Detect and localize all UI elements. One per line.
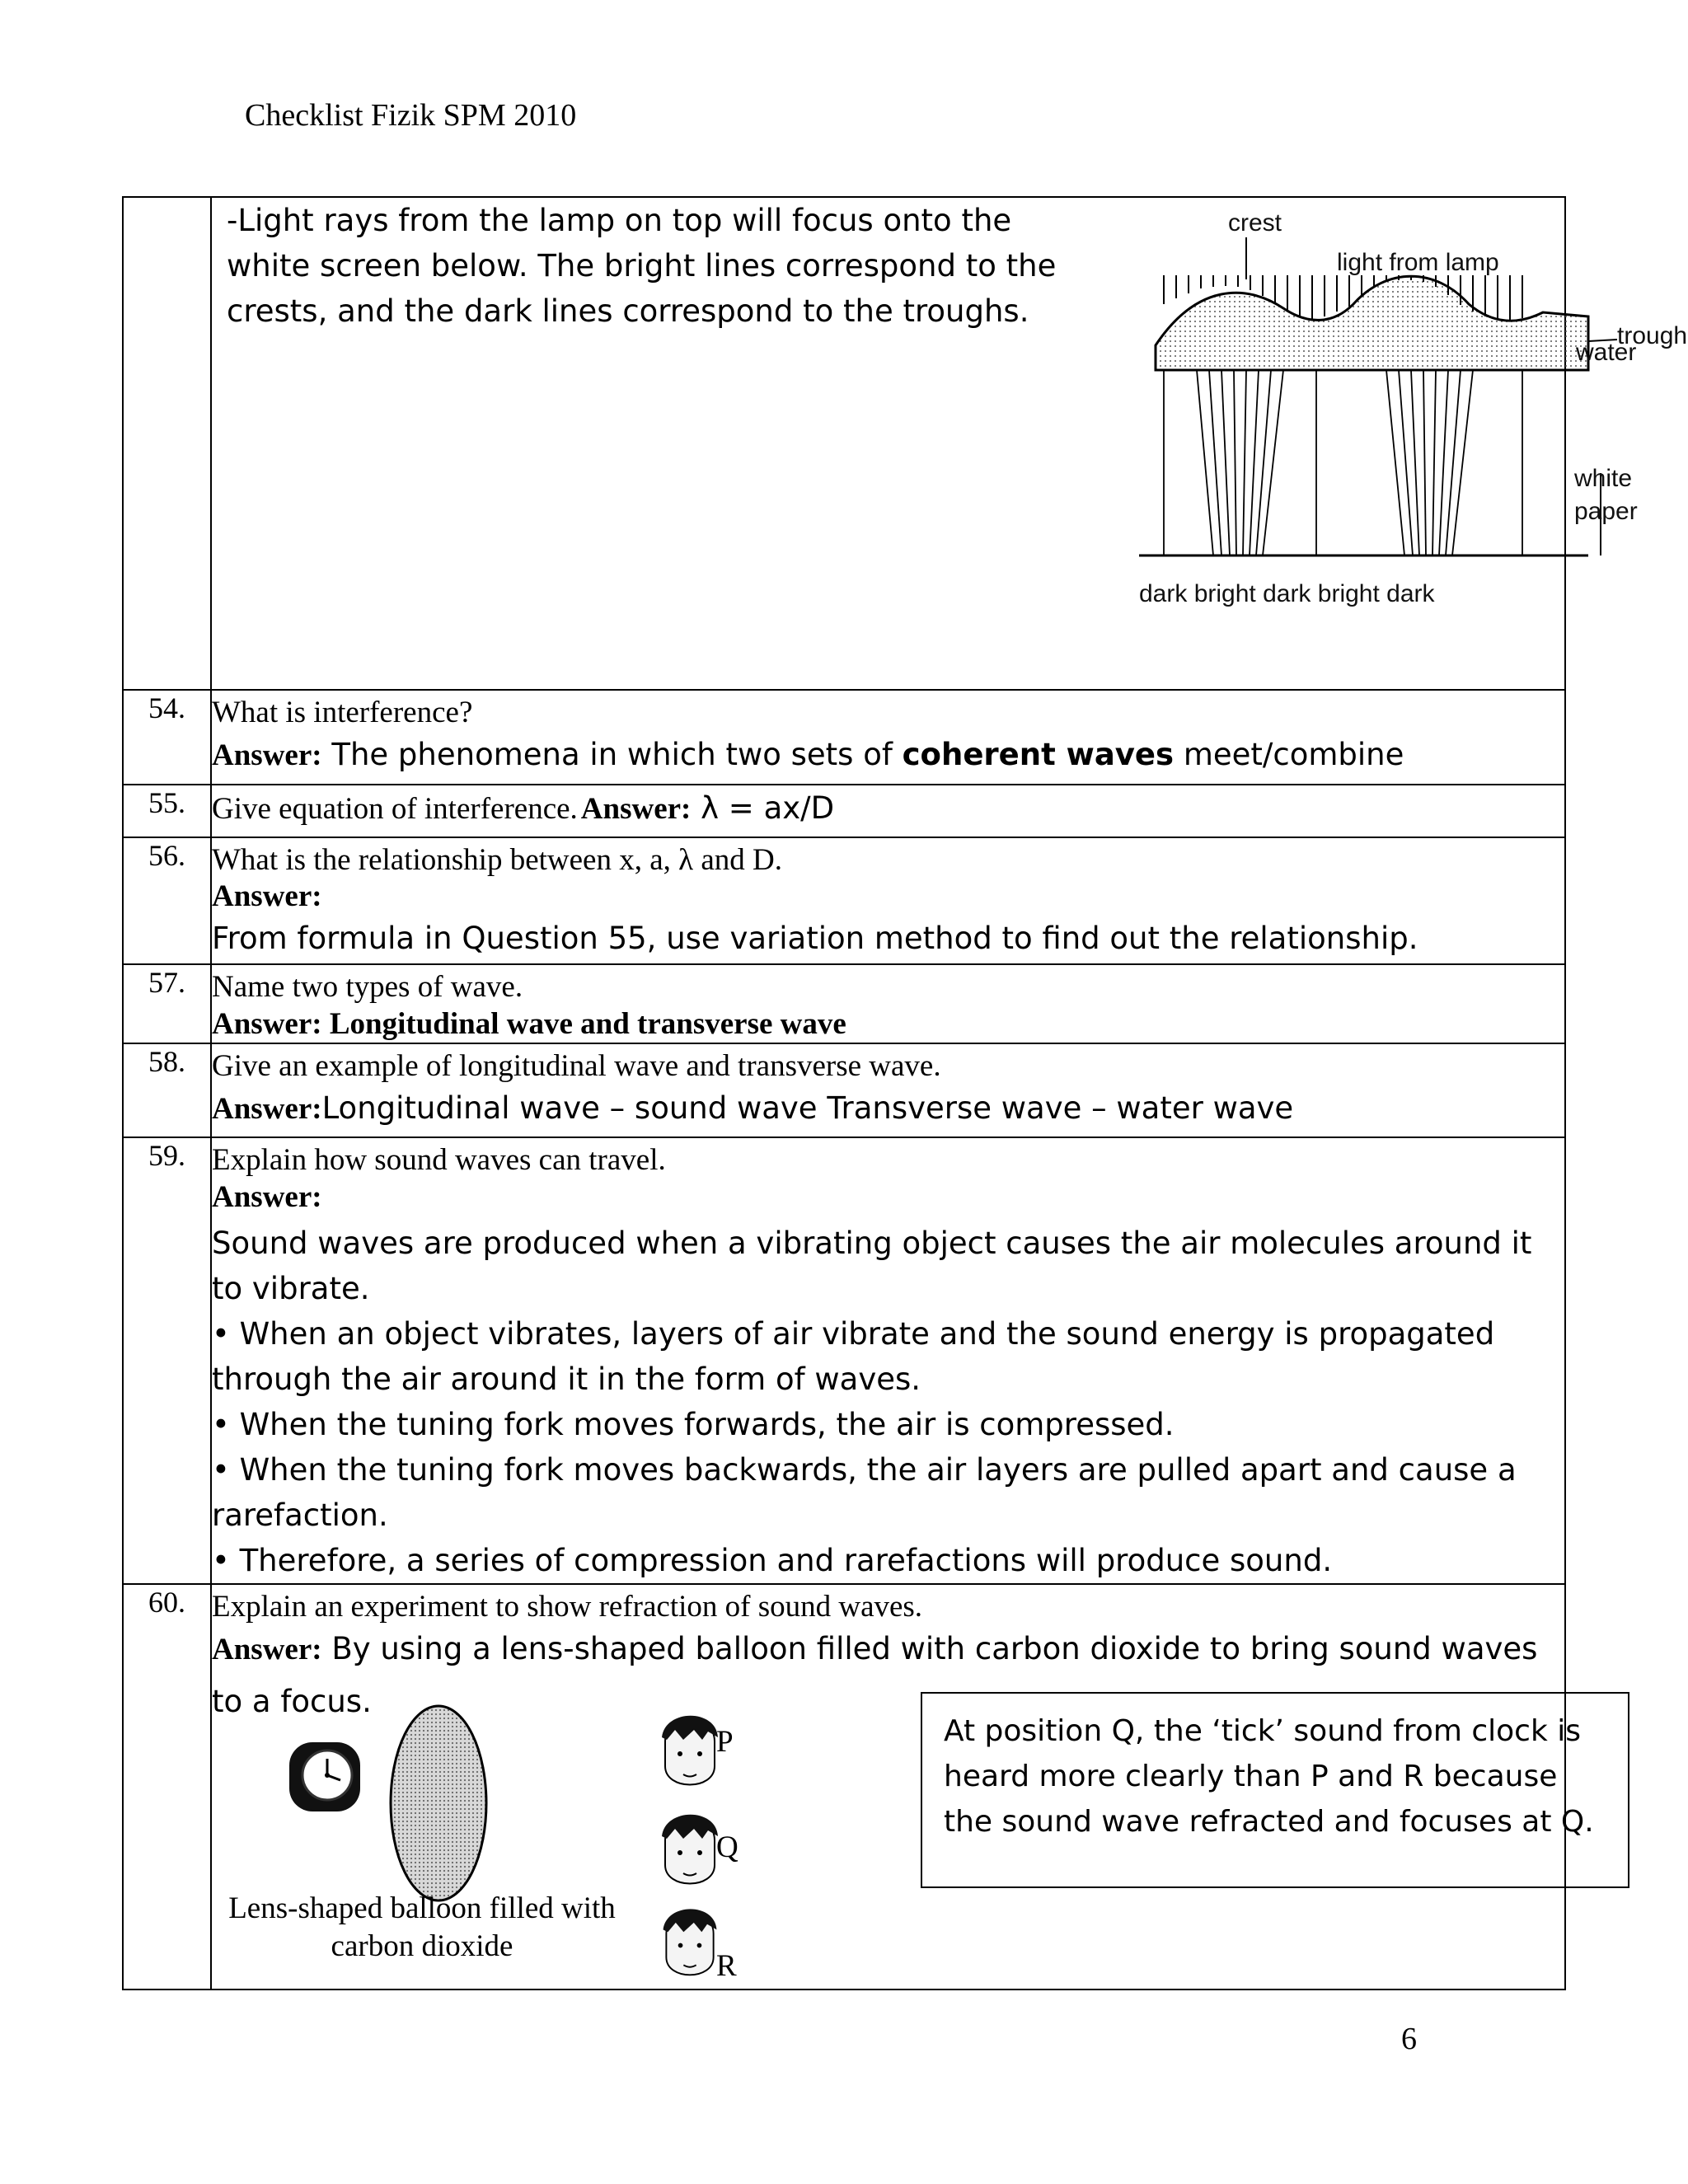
table-row xyxy=(123,690,1565,785)
answer-text: From formula in Question 55, use variation method to find out the relationship. xyxy=(212,921,1418,956)
answer-label: Answer: xyxy=(212,1092,322,1126)
answer-line: • When an object vibrates, layers of air vibrate and the sound energy is propagated through the air around it in the form of waves. xyxy=(212,1316,1495,1397)
row-content xyxy=(211,964,1565,1043)
answer-text: λ = ax/D xyxy=(691,790,835,826)
lens-balloon xyxy=(385,1700,492,1906)
position-p-label: P xyxy=(716,1725,734,1759)
answer-label: Answer: xyxy=(212,1180,322,1214)
crest-label: crest xyxy=(1228,209,1282,237)
answer-text: By using a lens-shaped balloon filled with carbon dioxide to bring sound waves to a focus. xyxy=(212,1631,1538,1719)
row-number xyxy=(123,197,211,690)
listener-r-icon xyxy=(657,1902,723,1989)
ripple-cell xyxy=(211,197,1688,690)
row-number: 56. xyxy=(123,837,211,964)
row-content xyxy=(211,690,1565,785)
answer-label: Answer: xyxy=(212,1633,322,1666)
trough-label: trough xyxy=(1617,322,1688,349)
answer-emphasis: coherent waves xyxy=(902,737,1175,772)
answer-line: Sound waves are produced when a vibrating object causes the air molecules around it to vibrate. xyxy=(212,1226,1532,1306)
listener-q-icon xyxy=(657,1807,723,1898)
row-number: 60. xyxy=(123,1584,211,1990)
answer-text: Longitudinal wave – sound wave Transverse wave – water wave xyxy=(321,1090,1294,1126)
row-content xyxy=(211,1043,1565,1137)
table-row xyxy=(123,197,1565,690)
table-row xyxy=(123,837,1565,964)
row-content xyxy=(211,1137,1565,1584)
listener-p-icon xyxy=(657,1708,723,1799)
ripple-tank-diagram xyxy=(1139,201,1688,613)
balloon-caption-line-2: carbon dioxide xyxy=(331,1929,513,1963)
answer-line: • When the tuning fork moves forwards, the air is compressed. xyxy=(212,1407,1175,1442)
question-text: What is interference? xyxy=(212,696,473,729)
table-row xyxy=(123,964,1565,1043)
question-text: Give an example of longitudinal wave and transverse wave. xyxy=(212,1049,941,1083)
clock-icon xyxy=(286,1737,364,1816)
row-content xyxy=(211,837,1565,964)
answer-label: Answer: xyxy=(212,738,322,772)
row-number: 54. xyxy=(123,690,211,785)
row-number: 57. xyxy=(123,964,211,1043)
water-label: water xyxy=(1576,339,1637,366)
row-content xyxy=(211,785,1565,837)
balloon-caption xyxy=(220,1890,624,1966)
table-row xyxy=(123,785,1565,837)
table-row xyxy=(123,1137,1565,1584)
position-q-label: Q xyxy=(716,1830,738,1864)
row-number: 55. xyxy=(123,785,211,837)
question-text: Give equation of interference. xyxy=(212,792,578,826)
checklist-table xyxy=(122,196,1688,1990)
ripple-explanation: -Light rays from the lamp on top will focus onto the white screen below. The bright lines correspond to the crests, and the dark lines correspond to the troughs. xyxy=(227,203,1057,329)
row-number: 59. xyxy=(123,1137,211,1584)
position-r-label: R xyxy=(716,1949,737,1983)
answer-text: The phenomena in which two sets of xyxy=(321,737,903,772)
table-row xyxy=(123,1043,1565,1137)
light-label: light from lamp xyxy=(1337,249,1499,276)
answer-label: Answer: xyxy=(580,792,692,826)
answer-label: Answer: Longitudinal wave and transverse wave xyxy=(212,1007,846,1041)
question-text: Explain an experiment to show refraction of sound waves. xyxy=(212,1590,923,1624)
dark-bright-label: dark bright dark bright dark xyxy=(1139,580,1435,607)
explanation-note-box: At position Q, the ‘tick’ sound from clock is heard more clearly than P and R because the sound wave refracted and focuses at Q. xyxy=(921,1692,1629,1888)
table-row xyxy=(123,1584,1565,1990)
water-surface xyxy=(1156,276,1588,370)
row-content xyxy=(211,1584,1594,1990)
page-number: 6 xyxy=(1401,2022,1417,2056)
question-text: Explain how sound waves can travel. xyxy=(212,1143,666,1177)
white-label: white xyxy=(1574,465,1633,492)
question-text: Name two types of wave. xyxy=(212,970,523,1004)
answer-label: Answer: xyxy=(212,879,322,913)
page-header-title: Checklist Fizik SPM 2010 xyxy=(245,98,577,133)
paper-label: paper xyxy=(1574,498,1638,525)
answer-line: • When the tuning fork moves backwards, the air layers are pulled apart and cause a rarefaction. xyxy=(212,1452,1517,1533)
answer-text-end: meet/combine xyxy=(1174,737,1404,772)
balloon-caption-line-1: Lens-shaped balloon filled with xyxy=(228,1891,616,1925)
row-number: 58. xyxy=(123,1043,211,1137)
question-text: What is the relationship between x, a, λ and D. xyxy=(212,843,782,877)
answer-line: • Therefore, a series of compression and rarefactions will produce sound. xyxy=(212,1543,1333,1578)
